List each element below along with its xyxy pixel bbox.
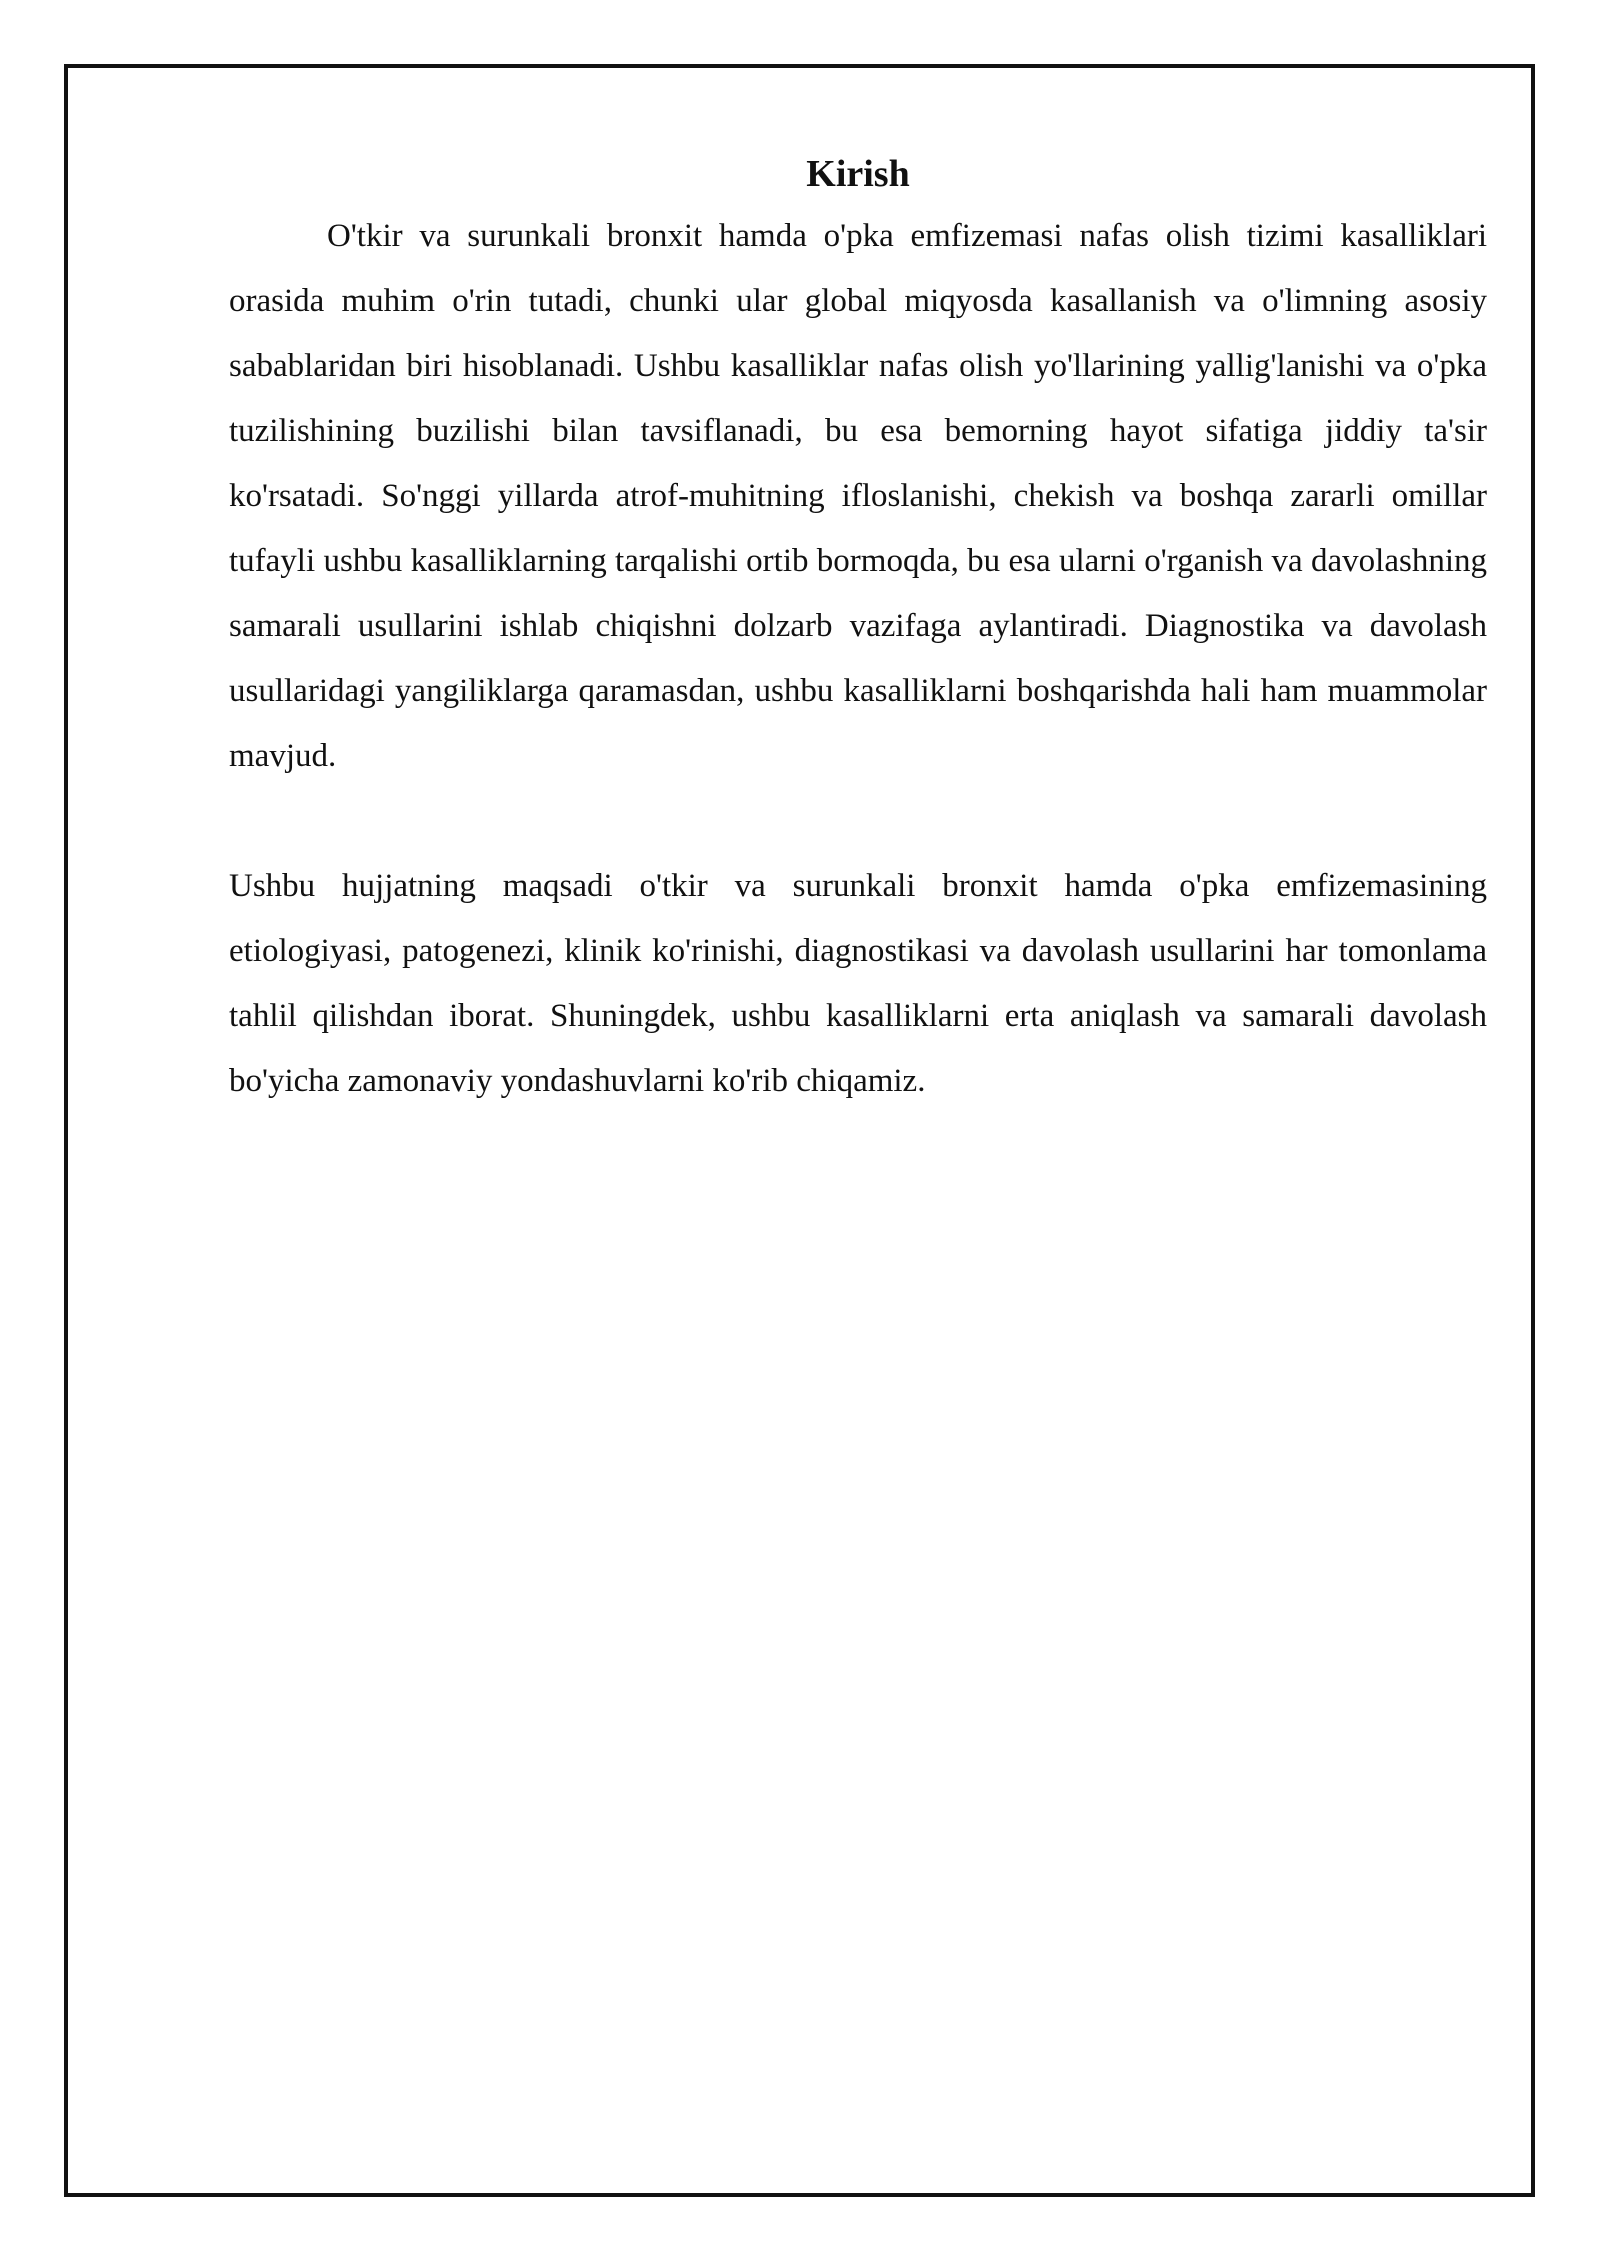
introduction-paragraph-2: Ushbu hujjatning maqsadi o'tkir va surunkali bronxit hamda o'pka emfizemasining etiologiyasi, patogenezi, klinik ko'rinishi, diagnostikasi va davolash usullarini har tomonlama tahlil qilishdan iborat. Shuningdek, ushbu kasalliklarni erta aniqlash va samarali davolash bo'yicha zamonaviy yondashuvlarni ko'rib chiqamiz. <box>229 868 1487 1099</box>
document-title: Kirish <box>806 153 910 195</box>
introduction-paragraph-1: O'tkir va surunkali bronxit hamda o'pka emfizemasi nafas olish tizimi kasalliklari orasida muhim o'rin tutadi, chunki ular global miqyosda kasallanish va o'limning asosiy sabablaridan biri hisoblanadi. Ushbu kasalliklar nafas olish yo'llarining yallig'lanishi va o'pka tuzilishining buzilishi bilan tavsiflanadi, bu esa bemorning hayot sifatiga jiddiy ta'sir ko'rsatadi. So'nggi yillarda atrof-muhitning ifloslanishi, chekish va boshqa zararli omillar tufayli ushbu kasalliklarning tarqalishi ortib bormoqda, bu esa ularni o'rganish va davolashning samarali usullarini ishlab chiqishni dolzarb vazifaga aylantiradi. Diagnostika va davolash usullaridagi yangiliklarga qaramasdan, ushbu kasalliklarni boshqarishda hali ham muammolar mavjud. <box>229 218 1487 774</box>
document-body <box>229 150 1487 1114</box>
